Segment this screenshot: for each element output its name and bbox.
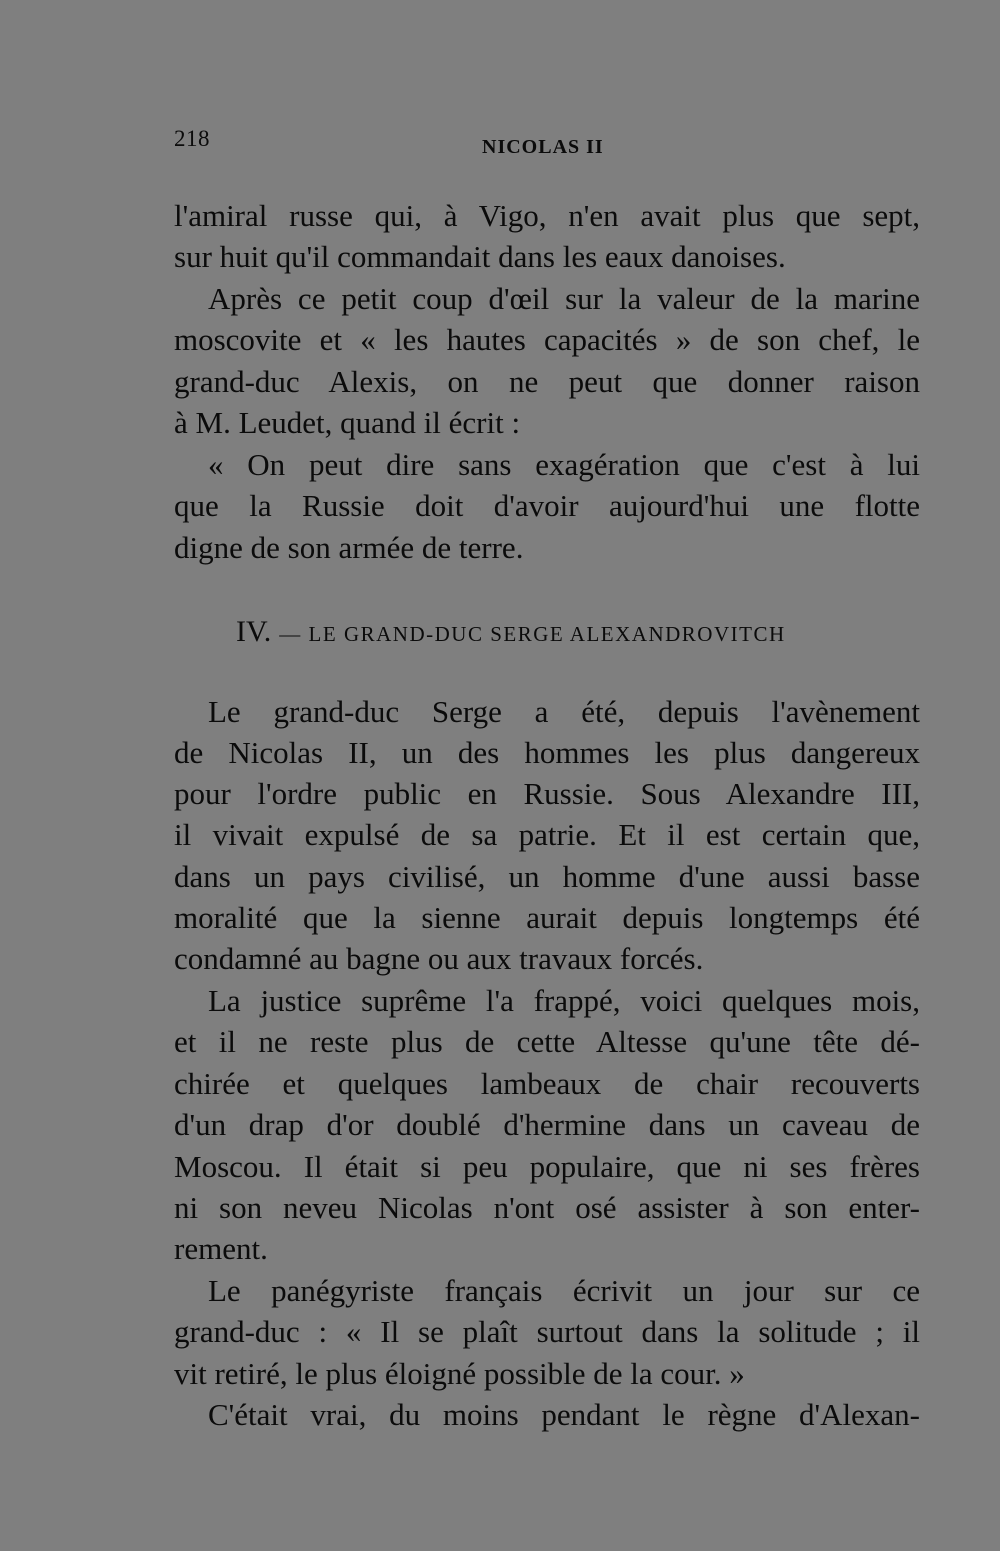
section-numeral: IV. [236, 615, 272, 648]
text-line: chirée et quelques lambeaux de chair recouverts [174, 1066, 920, 1101]
text-line: moscovite et « les hautes capacités » de son chef, le [174, 322, 920, 357]
text-line: C'était vrai, du moins pendant le règne d'Alexan- [208, 1397, 920, 1432]
text-line: sur huit qu'il commandait dans les eaux danoises. [174, 239, 786, 274]
page-number: 218 [174, 126, 210, 151]
quote-line: digne de son armée de terre. [174, 530, 524, 565]
text-line: ni son neveu Nicolas n'ont osé assister à son enter- [174, 1190, 920, 1225]
page-header [0, 126, 1000, 166]
text-line: La justice suprême l'a frappé, voici quelques mois, [208, 983, 920, 1018]
text-line: dans un pays civilisé, un homme d'une aussi basse [174, 859, 920, 894]
text-line: et il ne reste plus de cette Altesse qu'une tête dé- [174, 1024, 920, 1059]
text-line: rement. [174, 1231, 268, 1266]
text-line: Moscou. Il était si peu populaire, que ni ses frères [174, 1149, 920, 1184]
text-line: l'amiral russe qui, à Vigo, n'en avait plus que sept, [174, 198, 920, 233]
text-line: d'un drap d'or doublé d'hermine dans un caveau de [174, 1107, 920, 1142]
text-line: Le panégyriste français écrivit un jour sur ce [208, 1273, 920, 1308]
text-line: à M. Leudet, quand il écrit : [174, 405, 521, 440]
text-line: vit retiré, le plus éloigné possible de la cour. » [174, 1356, 745, 1391]
text-line: moralité que la sienne aurait depuis longtemps été [174, 900, 920, 935]
text-line: pour l'ordre public en Russie. Sous Alexandre III, [174, 776, 920, 811]
section-title: — LE GRAND-DUC SERGE ALEXANDROVITCH [279, 622, 786, 646]
text-line: grand-duc Alexis, on ne peut que donner raison [174, 364, 920, 399]
text-line: de Nicolas II, un des hommes les plus dangereux [174, 735, 920, 770]
running-title: NICOLAS II [482, 136, 604, 158]
text-line: grand-duc : « Il se plaît surtout dans la solitude ; il [174, 1314, 920, 1349]
text-line: condamné au bagne ou aux travaux forcés. [174, 941, 704, 976]
text-line: il vivait expulsé de sa patrie. Et il est certain que, [174, 817, 920, 852]
section-heading [236, 612, 876, 652]
text-line: Après ce petit coup d'œil sur la valeur de la marine [208, 281, 920, 316]
quote-line: « On peut dire sans exagération que c'est à lui [208, 447, 920, 482]
quote-line: que la Russie doit d'avoir aujourd'hui une flotte [174, 488, 920, 523]
text-line: Le grand-duc Serge a été, depuis l'avènement [208, 694, 920, 729]
